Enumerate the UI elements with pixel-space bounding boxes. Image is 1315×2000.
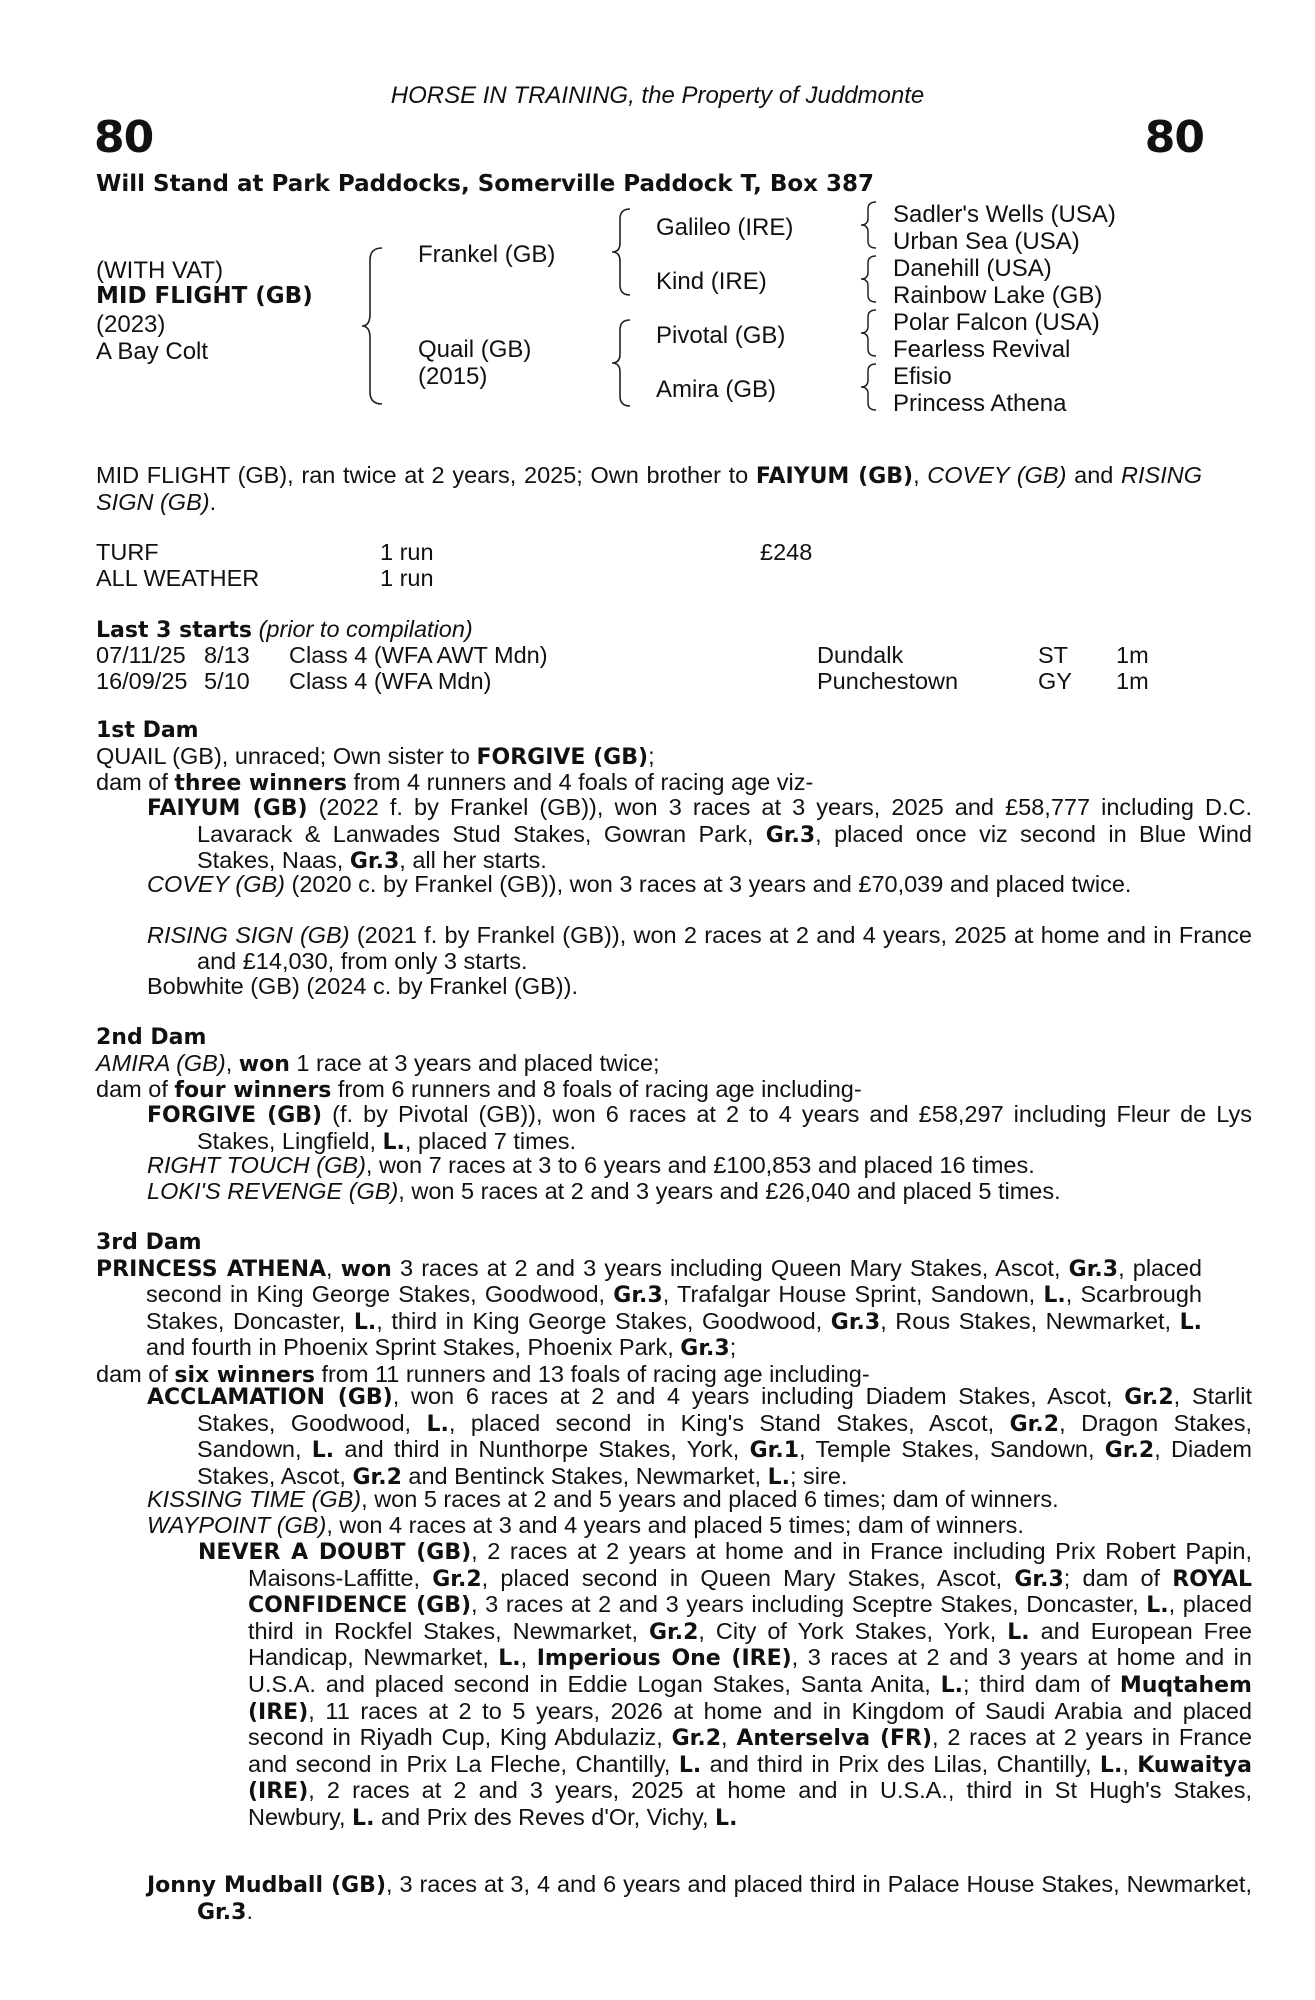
first-dam-section: [96, 718, 1202, 797]
progeny-kissing-time: [147, 1487, 1252, 1513]
dam-text: , third in King George Stakes, Goodwood,: [376, 1307, 831, 1334]
grade: Gr.3: [830, 1309, 881, 1335]
progeny-acclamation: [147, 1384, 1252, 1490]
sibling-rising-sign: RISING SIGN (GB): [96, 462, 1202, 515]
progeny-text: ; dam of: [1063, 1564, 1173, 1591]
dam-text: dam of: [96, 1360, 175, 1387]
progeny-name: Anterselva (FR): [736, 1726, 933, 1752]
progeny-text: , won 7 races at 3 to 6 years and £100,853 and placed 16 times.: [365, 1152, 1035, 1178]
intro-text: .: [209, 488, 217, 515]
start-date: 07/11/25: [96, 642, 186, 668]
progeny-name: FORGIVE (GB): [147, 1103, 323, 1128]
pedigree-g3-8: Princess Athena: [893, 390, 1067, 417]
start-course: Punchestown: [817, 668, 959, 694]
progeny-text: (2022 f. by Frankel (GB)), won 3 races at 3 years, 2025 and £58,777 including D.C. Lavarack & Lanwades Stud Stakes, Gowran Park,: [197, 794, 1252, 847]
sibling-covey: COVEY (GB): [927, 462, 1067, 488]
progeny-name: Kuwaitya (IRE): [248, 1752, 1253, 1805]
pedigree-brace-sire: [610, 207, 636, 297]
grade: Gr.2: [1124, 1385, 1174, 1410]
aw-runs: 1 run: [380, 565, 434, 591]
dam-text: dam of: [96, 769, 175, 796]
grade: L.: [311, 1438, 335, 1464]
progeny-text: , 2 races at 2 and 3 years, 2025 at home and in U.S.A., third in St Hugh's Stakes, Newbury,: [248, 1777, 1252, 1830]
turf-runs: 1 run: [380, 539, 434, 565]
progeny-text: , 2 races at 2 years in France and second in Prix La Fleche, Chantilly,: [248, 1724, 1252, 1777]
start-race: Class 4 (WFA AWT Mdn): [289, 642, 548, 668]
progeny-lokis-revenge: [147, 1179, 1252, 1205]
progeny-never-a-doubt: [198, 1539, 1252, 1832]
turf-prize: £248: [760, 539, 813, 565]
grade: L.: [1099, 1752, 1123, 1778]
progeny-text: , Dragon Stakes, Sandown,: [197, 1409, 1252, 1463]
horse-name: MID FLIGHT (GB): [96, 283, 313, 309]
grade: Gr.3: [1068, 1256, 1119, 1282]
progeny-waypoint: [147, 1513, 1252, 1539]
last-starts-heading: [96, 617, 473, 644]
first-dam-title: 1st Dam: [96, 718, 199, 743]
progeny-name: WAYPOINT (GB): [147, 1512, 327, 1538]
progeny-text: (f. by Pivotal (GB)), won 6 races at 2 to 4 years and £58,297 including Fleur de Lys Stakes, Lingfield,: [197, 1101, 1252, 1154]
dam-text: from 4 runners and 4 foals of racing age viz-: [346, 769, 814, 796]
progeny-text: , 3 races at 2 and 3 years at home and in U.S.A. and placed second in Eddie Logan Stakes, Santa Anita,: [248, 1644, 1252, 1697]
grade: Gr.2: [352, 1464, 402, 1490]
dam-text: from 6 runners and 8 foals of racing age including-: [331, 1076, 862, 1103]
progeny-text: , Temple Stakes, Sandown,: [799, 1436, 1105, 1463]
grade: L.: [498, 1646, 521, 1672]
pedigree-g3-3: Danehill (USA): [893, 255, 1052, 282]
third-dam-title: 3rd Dam: [96, 1230, 202, 1255]
progeny-text: , 2 races at 2 years at home and in France including Prix Robert Papin, Maisons-Laffitte,: [248, 1538, 1252, 1591]
progeny-right-touch: [147, 1153, 1252, 1179]
progeny-faiyum: [147, 795, 1252, 875]
progeny-text: , City of York Stakes, York,: [698, 1617, 1008, 1644]
progeny-name: RIGHT TOUCH (GB): [147, 1152, 366, 1178]
progeny-name: Jonny Mudball (GB): [147, 1873, 387, 1898]
grade: L.: [678, 1752, 702, 1778]
pedigree-dam-dam: Amira (GB): [656, 376, 776, 403]
progeny-name: ACCLAMATION (GB): [147, 1385, 393, 1410]
grade: L.: [940, 1672, 963, 1698]
start-race: Class 4 (WFA Mdn): [289, 668, 492, 694]
start-date: 16/09/25: [96, 668, 188, 694]
grade: Gr.2: [1009, 1411, 1060, 1437]
horse-year: (2023): [96, 311, 166, 338]
dam-text: ;: [729, 1334, 737, 1361]
progeny-text: , Starlit Stakes, Goodwood,: [197, 1383, 1252, 1436]
horse-vat: (WITH VAT): [96, 257, 224, 284]
grade: L.: [1007, 1619, 1030, 1645]
progeny-name: Muqtahem (IRE): [248, 1672, 1252, 1725]
start-distance: 1m: [1116, 668, 1149, 694]
grade: Gr.2: [432, 1566, 482, 1592]
progeny-text: , won 5 races at 2 and 3 years and £26,040 and placed 5 times.: [398, 1178, 1061, 1204]
pedigree-g3-2: Urban Sea (USA): [893, 228, 1080, 255]
start-going: GY: [1038, 668, 1072, 694]
pedigree-dam: Quail (GB): [418, 336, 532, 363]
grade: Gr.3: [1014, 1566, 1064, 1592]
turf-label: TURF: [96, 539, 159, 565]
progeny-text: , placed second in Queen Mary Stakes, Ascot,: [481, 1564, 1015, 1591]
dam-text: 1 race at 3 years and placed twice;: [289, 1049, 660, 1076]
dam-text: , Trafalgar House Sprint, Sandown,: [662, 1281, 1044, 1308]
progeny-name: Imperious One (IRE): [536, 1646, 792, 1672]
pedigree-g3-5: Polar Falcon (USA): [893, 309, 1100, 336]
horse-description: A Bay Colt: [96, 338, 209, 365]
grade: L.: [426, 1411, 449, 1437]
second-dam-title: 2nd Dam: [96, 1025, 207, 1050]
progeny-text: ,: [721, 1724, 737, 1751]
progeny-name: RISING SIGN (GB): [147, 922, 350, 948]
progeny-text: and European Free Handicap, Newmarket,: [248, 1617, 1252, 1671]
progeny-jonny-mudball: [147, 1872, 1252, 1925]
grade: Gr.2: [671, 1726, 722, 1752]
dam-text: , placed second in King George Stakes, Goodwood,: [146, 1254, 1203, 1308]
progeny-name: COVEY (GB): [147, 871, 285, 897]
grade: Gr.3: [197, 1899, 247, 1925]
grade: L.: [352, 1805, 375, 1831]
grade: L.: [382, 1129, 405, 1155]
pedigree-dam-sire: Pivotal (GB): [656, 322, 786, 349]
dam-name: AMIRA (GB): [96, 1049, 226, 1076]
grade: Gr.3: [680, 1336, 730, 1362]
progeny-rising-sign: [147, 923, 1252, 974]
grade: Gr.1: [749, 1438, 799, 1464]
progeny-text: .: [246, 1897, 253, 1924]
pedigree-brace-dam: [610, 318, 636, 408]
progeny-name: KISSING TIME (GB): [147, 1486, 362, 1512]
third-dam-section: [96, 1230, 1202, 1389]
progeny-name: NEVER A DOUBT (GB): [198, 1540, 472, 1565]
progeny-text: , won 6 races at 2 and 4 years including Diadem Stakes, Ascot,: [392, 1383, 1125, 1409]
grade: L.: [1043, 1283, 1066, 1309]
progeny-text: , 3 races at 2 and 3 years including Sceptre Stakes, Doncaster,: [471, 1591, 1147, 1618]
grade: Gr.3: [613, 1283, 663, 1309]
progeny-text: , 11 races at 2 to 5 years, 2026 at home and in Kingdom of Saudi Arabia and placed second in Riyadh Cup, King Abdulaziz,: [248, 1697, 1252, 1751]
progeny-text: , won 5 races at 2 and 5 years and placed 6 times; dam of winners.: [361, 1486, 1059, 1512]
last-starts-subtitle: (prior to compilation): [258, 616, 473, 642]
dam-text: and fourth in Phoenix Sprint Stakes, Phoenix Park,: [146, 1334, 681, 1361]
dam-text: dam of: [96, 1076, 175, 1103]
progeny-text: , placed 7 times.: [404, 1127, 576, 1154]
grade: L.: [767, 1464, 790, 1490]
intro-text: and: [1066, 462, 1122, 488]
progeny-text: , placed third in Rockfel Stakes, Newmarket,: [248, 1591, 1253, 1644]
won-label: won: [340, 1256, 392, 1282]
dam-name: PRINCESS ATHENA: [96, 1256, 327, 1282]
grade: Gr.2: [648, 1619, 699, 1645]
pedigree-braces-g3: [858, 200, 882, 420]
start-distance: 1m: [1116, 642, 1149, 668]
progeny-text: (2021 f. by Frankel (GB)), won 2 races at 2 and 4 years, 2025 at home and in France and £14,030, from only 3 starts.: [197, 922, 1252, 974]
progeny-text: ,: [520, 1644, 537, 1671]
intro-paragraph: [96, 463, 1202, 515]
grade: Gr.3: [765, 822, 816, 848]
page-header: HORSE IN TRAINING, the Property of Juddmonte: [390, 82, 925, 109]
won-label: won: [238, 1051, 290, 1077]
dam-text: QUAIL (GB), unraced; Own sister to: [96, 742, 477, 769]
start-position: 5/10: [204, 668, 250, 694]
progeny-name: FAIYUM (GB): [147, 796, 308, 821]
pedigree-dam-year: (2015): [418, 363, 488, 390]
dam-text: , Scarbrough Stakes, Doncaster,: [146, 1281, 1202, 1334]
pedigree-g3-7: Efisio: [893, 363, 952, 390]
last-starts-title: Last 3 starts: [96, 618, 253, 643]
winners-count: four winners: [174, 1078, 332, 1104]
progeny-text: ; sire.: [789, 1462, 848, 1489]
pedigree-sire: Frankel (GB): [418, 241, 556, 268]
start-going: ST: [1038, 642, 1069, 668]
grade: L.: [353, 1309, 377, 1335]
progeny-bobwhite: Bobwhite (GB) (2024 c. by Frankel (GB)).: [147, 973, 578, 999]
dam-text: , Rous Stakes, Newmarket,: [880, 1307, 1180, 1334]
pedigree-brace-main: [360, 246, 390, 406]
progeny-text: ,: [1122, 1750, 1138, 1777]
progeny-forgive: [147, 1102, 1252, 1155]
progeny-text: , 3 races at 3, 4 and 6 years and placed third in Palace House Stakes, Newmarket,: [386, 1871, 1252, 1897]
sister-forgive: FORGIVE (GB): [476, 744, 649, 770]
stand-info: Will Stand at Park Paddocks, Somerville Paddock T, Box 387: [96, 171, 875, 197]
progeny-text: , won 4 races at 3 and 4 years and placed 5 times; dam of winners.: [326, 1512, 1024, 1538]
dam-text: 3 races at 2 and 3 years including Queen Mary Stakes, Ascot,: [391, 1254, 1069, 1281]
progeny-name: ROYAL CONFIDENCE (GB): [248, 1566, 1252, 1619]
progeny-text: and Bentinck Stakes, Newmarket,: [401, 1462, 768, 1489]
grade: Gr.3: [349, 849, 400, 875]
winners-count: six winners: [174, 1362, 315, 1388]
dam-text: ,: [225, 1049, 239, 1076]
grade: L.: [1179, 1309, 1202, 1335]
dam-text: ,: [326, 1254, 341, 1281]
dam-text: from 11 runners and 13 foals of racing age including-: [314, 1360, 870, 1387]
grade: L.: [715, 1805, 738, 1831]
progeny-text: and third in Prix des Lilas, Chantilly,: [701, 1750, 1100, 1777]
lot-number-right: 80: [1144, 112, 1204, 163]
progeny-covey: [147, 872, 1252, 898]
start-position: 8/13: [204, 642, 250, 668]
progeny-text: ; third dam of: [963, 1670, 1120, 1697]
sibling-faiyum: FAIYUM (GB): [755, 464, 914, 489]
grade: L.: [1146, 1593, 1169, 1619]
pedigree-g3-4: Rainbow Lake (GB): [893, 282, 1103, 309]
progeny-text: , placed second in King's Stand Stakes, Ascot,: [448, 1409, 1010, 1436]
pedigree-g3-6: Fearless Revival: [893, 336, 1071, 363]
progeny-text: and third in Nunthorpe Stakes, York,: [334, 1436, 750, 1463]
progeny-text: , all her starts.: [399, 847, 547, 874]
pedigree-g3-1: Sadler's Wells (USA): [893, 201, 1116, 228]
start-course: Dundalk: [817, 642, 904, 668]
lot-number-left: 80: [94, 112, 154, 163]
progeny-text: (2020 c. by Frankel (GB)), won 3 races at 3 years and £70,039 and placed twice.: [284, 871, 1132, 897]
winners-count: three winners: [174, 771, 347, 797]
pedigree-sire-dam: Kind (IRE): [656, 268, 767, 295]
progeny-text: , Diadem Stakes, Ascot,: [197, 1436, 1252, 1489]
dam-text: ;: [648, 742, 655, 769]
pedigree-sire-sire: Galileo (IRE): [656, 214, 794, 241]
intro-text: ,: [913, 462, 928, 488]
aw-label: ALL WEATHER: [96, 565, 260, 591]
progeny-text: , placed once viz second in Blue Wind Stakes, Naas,: [197, 820, 1252, 874]
intro-text: MID FLIGHT (GB), ran twice at 2 years, 2025; Own brother to: [96, 462, 756, 488]
progeny-name: LOKI'S REVENGE (GB): [147, 1178, 399, 1204]
grade: Gr.2: [1104, 1438, 1155, 1464]
second-dam-section: [96, 1025, 1202, 1104]
progeny-text: and Prix des Reves d'Or, Vichy,: [374, 1803, 716, 1830]
